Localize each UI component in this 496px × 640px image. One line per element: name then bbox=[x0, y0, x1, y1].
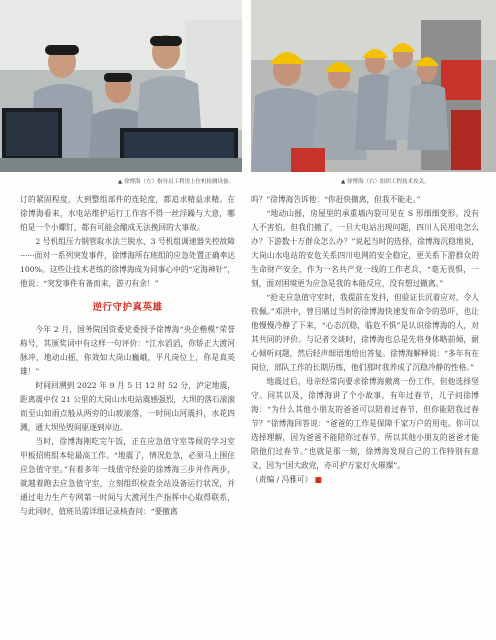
article-column-right bbox=[251, 193, 479, 487]
paragraph: “地动山摇，房屋里的承重墙内裂可见在 S 形细细变形。没有人不害怕。但我们撤了，一旦大电站出现问题，四川人民用电怎么办？下游数十万群众怎么办？”说起当时的选择，徐博海沉稳地说，大岗山水电站的安危关系四川电网的安全稳定，更关系下游群众的生命财产安全，作为一名共产党一线的工作老兵，“毫无畏惧，一刻，面对困境更为应急是我的本能反应，没有想过撤离。” bbox=[251, 209, 479, 288]
paragraph: 吗？”徐博海告诉他：“你赶快撤离，但我不能走。” bbox=[251, 195, 421, 204]
paragraph: 时间回溯到 2022 年 9 月 5 日 12 时 52 分，泸定地震，距离震中仅 21 公里的大岗山水电站震感强烈，大坝的落石滚滚而至山如雨点般从两旁的山坡滚落，一时间山河震抖，水花四溅，通大坝坠毁间驱逐到岸边。 bbox=[20, 381, 235, 432]
article-column-left bbox=[20, 193, 235, 519]
photo-caption-right: ▲ 徐博海（右）组织工程技术攻关。 bbox=[341, 179, 430, 185]
photo-right bbox=[251, 0, 496, 172]
section-heading: 逆行守护真英雄 bbox=[92, 302, 163, 313]
photo-caption-left: ▲ 徐博海（左）指导员工利用上位机检测设备。 bbox=[118, 179, 234, 185]
paragraph: 地震过后，母亲经常向要求徐博海撤离一份工作，但他选择坚守。同其以及，徐博海讲了个小故事。有年过春节，儿子问徐博海：“为什么其他小朋友的爸爸可以陪着过春节，但你能陪我过春节？”徐博海回答说：“爸爸的工作是保障千家万户的用电。你可以选择理解，因为爸爸不能陪你过春节，所以其他小朋友的爸爸才能陪他们过春节。”也就是那一刻，徐博海发现自己的工作特别有意义，因为“国大政党，亦可护万家灯火璀璨”。 bbox=[251, 377, 479, 470]
photo-left bbox=[0, 0, 242, 172]
paragraph: 今年 2 月，国务院国资委党委授予徐博海“央企楷模”荣誉称号，其颁奖词中有这样一句评价：“江水滔滔，你矫正大渡河脉冲，地动山摇，你效如大岗山巍峨，平凡岗位上，你是真英雄！” bbox=[20, 325, 235, 376]
editor-credit: （责编 / 冯雅可） bbox=[251, 475, 313, 484]
article-endnote bbox=[251, 473, 479, 487]
paragraph: “抢走应急值守室时，我提前在发抖，但验证长沉着应对，令人钦佩。”邓洪中，曾目睹过当时的徐博海快速发布命令的恐吓，也让他慢慢冷静了下来，“心态沉稳，临危不惧”是认识徐博海的人，对其共同的评价。与记者交谈时，徐博海也总是先将身体略前倾，耐心倾听问题，然后轻声细语地给出答复。徐博海解释说：“多年有在岗位，部队工作的长期历练，他们那时我养成了沉稳冷静的性格。” bbox=[251, 293, 479, 372]
paragraph: 2 号机组压力钢管取水法兰脱水、3 号机组调速器失控故障······面对一系列突发事件，徐博海所在班组的应急处置正确率达 100%。这些让技术老练的徐博海成为同事心中的“定海神针”，他说：“突发事件有备而来，游刃有余！” bbox=[20, 237, 235, 288]
paragraph: 订的紧固程度，大到整组部件的连轮度，都追求精益求精。在徐博海看来，水电站维护运行工作容不得一丝浮躁与大意，哪怕是一个小螺钉，都有可能会酿成无法挽回的大事故。 bbox=[20, 195, 235, 232]
end-mark-icon: ■ bbox=[314, 475, 323, 484]
paragraph: 当时，徐博海刚吃完午饭，正在应急值守室等候的学习室甲板招班组本轮最高工作。“地震了，情况危急，必须马上围住应急值守室。”有着多年一线值守经验的徐博海三步并作两步，就越着跑去应急值守室，立刻组织检查全站设备运行状况，并通过电力生产专网第一时间与大渡河生产指挥中心取得联系，与此同时，值班员需详细记录核查问：“要撤离 bbox=[20, 437, 235, 516]
